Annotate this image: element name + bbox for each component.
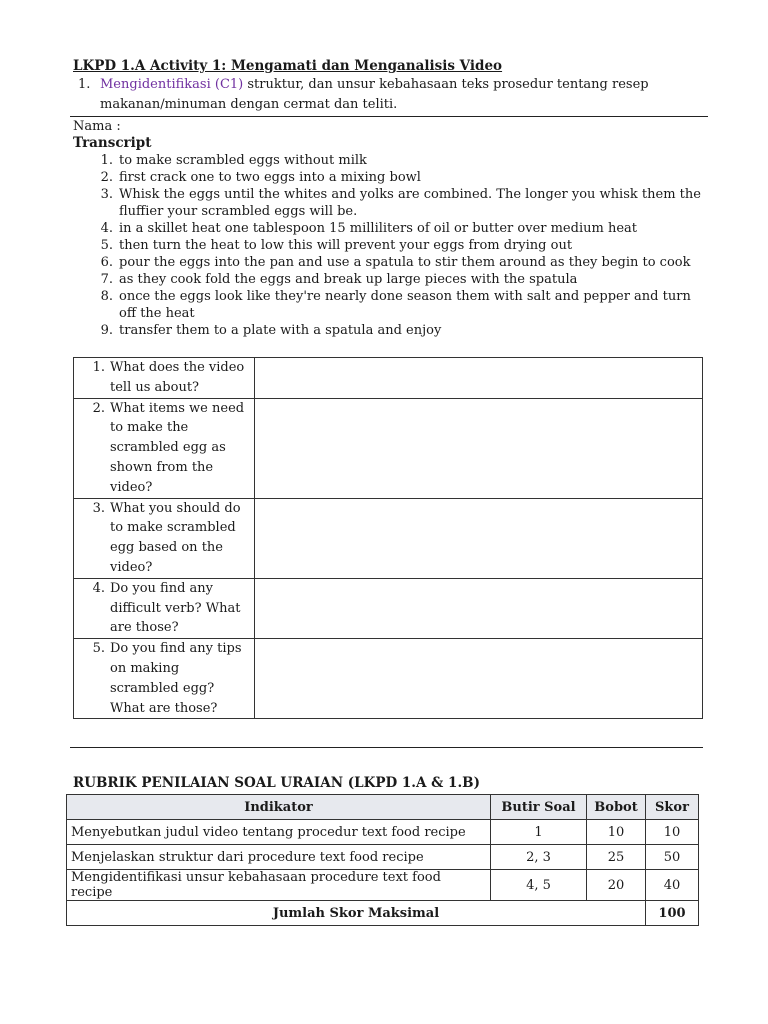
step-text: once the eggs look like they're nearly done season them with salt and pepper and turn off the heat: [119, 289, 691, 321]
question-number: 2.: [92, 400, 105, 416]
bobot-cell: 10: [587, 820, 646, 845]
butir-cell: 4, 5: [491, 870, 587, 901]
indikator-cell: Menyebutkan judul video tentang procedur text food recipe: [67, 820, 491, 845]
answer-cell[interactable]: [255, 498, 703, 578]
total-value: 100: [646, 901, 699, 926]
step-number: 3.: [100, 187, 113, 202]
question-text: What items we need to make the scrambled egg as shown from the video?: [110, 400, 245, 495]
rubrik-row: [67, 870, 699, 901]
step-text: as they cook fold the eggs and break up large pieces with the spatula: [119, 272, 578, 287]
question-row: [74, 358, 703, 399]
question-row: [74, 639, 703, 719]
answer-cell[interactable]: [255, 398, 703, 498]
step-number: 2.: [100, 170, 113, 185]
transcript-step: [73, 271, 708, 288]
skor-cell: 40: [646, 870, 699, 901]
question-number: 4.: [92, 580, 105, 596]
question-text: Do you find any difficult verb? What are those?: [110, 580, 241, 636]
header-skor: Skor: [646, 795, 699, 820]
question-number: 3.: [92, 500, 105, 516]
learning-objective: [78, 75, 708, 115]
question-cell: [74, 578, 255, 638]
nama-label: Nama :: [73, 119, 121, 134]
transcript-step: [73, 288, 708, 322]
question-row: [74, 498, 703, 578]
step-number: 6.: [100, 255, 113, 270]
question-cell: [74, 498, 255, 578]
answer-cell[interactable]: [255, 358, 703, 399]
bobot-cell: 20: [587, 870, 646, 901]
indikator-cell: Menjelaskan struktur dari procedure text food recipe: [67, 845, 491, 870]
skor-cell: 10: [646, 820, 699, 845]
question-text: What you should do to make scrambled egg based on the video?: [110, 500, 241, 575]
header-bobot: Bobot: [587, 795, 646, 820]
transcript-step: [73, 169, 708, 186]
question-row: [74, 578, 703, 638]
answer-cell[interactable]: [255, 639, 703, 719]
question-text: Do you find any tips on making scrambled egg? What are those?: [110, 641, 242, 716]
step-text: Whisk the eggs until the whites and yolks are combined. The longer you whisk them the fluffier your scrambled eggs will be.: [119, 187, 701, 219]
transcript-step: [73, 152, 708, 169]
step-number: 8.: [100, 289, 113, 304]
total-label: Jumlah Skor Maksimal: [67, 901, 646, 926]
step-text: to make scrambled eggs without milk: [119, 153, 367, 168]
objective-text-line1: struktur, dan unsur kebahasaan teks prosedur tentang resep: [243, 77, 649, 92]
step-number: 7.: [100, 272, 113, 287]
transcript-step: [73, 237, 708, 254]
question-text: What does the video tell us about?: [110, 360, 245, 395]
step-number: 1.: [100, 153, 113, 168]
transcript-steps: [73, 152, 708, 339]
rubrik-row: [67, 845, 699, 870]
rubrik-title: RUBRIK PENILAIAN SOAL URAIAN (LKPD 1.A & 1.B): [73, 775, 480, 791]
step-text: first crack one to two eggs into a mixing bowl: [119, 170, 421, 185]
transcript-step: [73, 186, 708, 220]
indikator-cell: Mengidentifikasi unsur kebahasaan procedure text food recipe: [67, 870, 491, 901]
question-number: 5.: [92, 641, 105, 657]
step-text: pour the eggs into the pan and use a spatula to stir them around as they begin to cook: [119, 255, 691, 270]
section-divider: [70, 747, 703, 748]
header-divider: [70, 116, 708, 117]
question-table: [73, 357, 703, 719]
question-cell: [74, 398, 255, 498]
question-cell: [74, 358, 255, 399]
objective-number: 1.: [78, 77, 91, 92]
skor-cell: 50: [646, 845, 699, 870]
transcript-heading: Transcript: [73, 135, 152, 151]
butir-cell: 1: [491, 820, 587, 845]
worksheet-title: LKPD 1.A Activity 1: Mengamati dan Menganalisis Video: [73, 58, 503, 74]
step-number: 5.: [100, 238, 113, 253]
objective-text-line2: makanan/minuman dengan cermat dan teliti.: [100, 97, 398, 112]
answer-cell[interactable]: [255, 578, 703, 638]
question-row: [74, 398, 703, 498]
step-number: 9.: [100, 323, 113, 338]
rubrik-header-row: [67, 795, 699, 820]
transcript-step: [73, 254, 708, 271]
rubrik-table: [66, 794, 699, 926]
step-text: in a skillet heat one tablespoon 15 milliliters of oil or butter over medium heat: [119, 221, 637, 236]
transcript-step: [73, 220, 708, 237]
transcript-step: [73, 322, 708, 339]
objective-highlight: Mengidentifikasi (C1): [100, 77, 244, 92]
step-text: transfer them to a plate with a spatula and enjoy: [119, 323, 442, 338]
rubrik-total-row: [67, 901, 699, 926]
butir-cell: 2, 3: [491, 845, 587, 870]
header-butir-soal: Butir Soal: [491, 795, 587, 820]
step-number: 4.: [100, 221, 113, 236]
header-indikator: Indikator: [67, 795, 491, 820]
bobot-cell: 25: [587, 845, 646, 870]
rubrik-row: [67, 820, 699, 845]
question-number: 1.: [92, 360, 105, 375]
step-text: then turn the heat to low this will prevent your eggs from drying out: [119, 238, 573, 253]
question-cell: [74, 639, 255, 719]
